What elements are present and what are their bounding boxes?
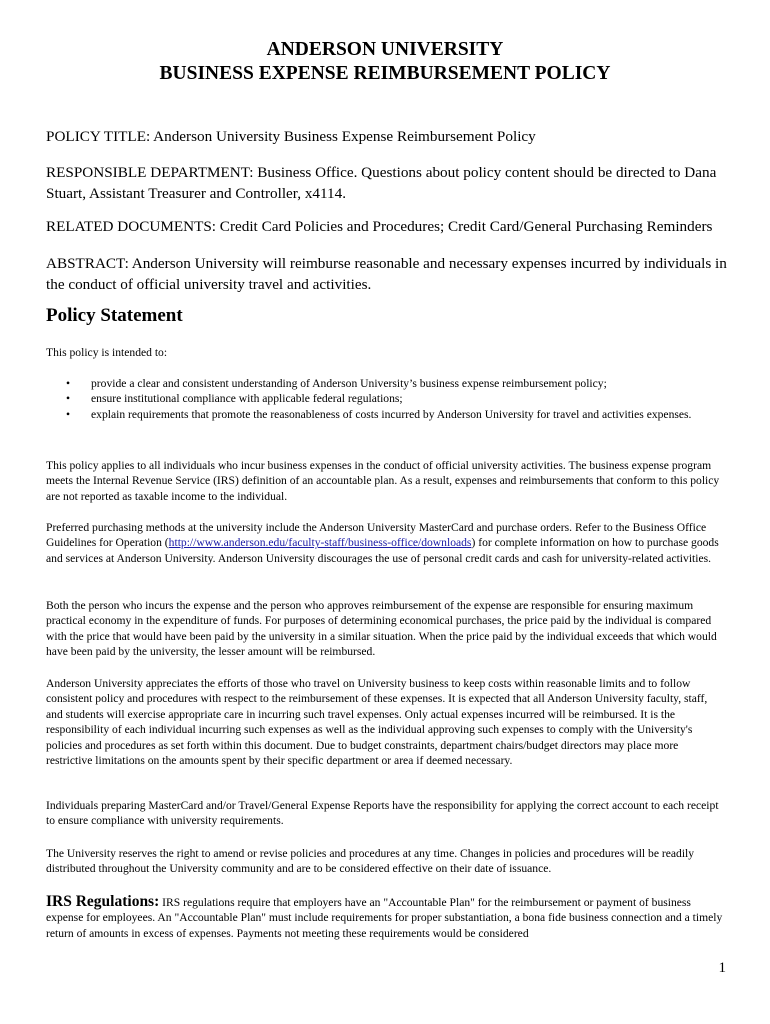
paragraph-appreciates: Anderson University appreciates the efforts of those who travel on University business to keep costs within reasonable limits and to follow consistent policy and procedures with respect to the reimbursement of these expenses. It is expected that all Anderson University faculty, staff, and students will exercise appropriate care in incurring such travel expenses. Only actual expenses incurred will be reimbursed. It is the responsibility of each individual incurring such expenses as well as the individual approving such expenses to comply with the University's policies and procedures as set forth within this document. Due to budget constraints, department chairs/budget directors may place more restrictive limitations on the amounts spent by their specific department or area if deemed necessary. [46, 677, 708, 768]
bullet-text: provide a clear and consistent understanding of Anderson University’s business expense reimbursement policy; [91, 377, 607, 390]
document-title-line2: BUSINESS EXPENSE REIMBURSEMENT POLICY [159, 63, 611, 84]
paragraph-preferred-purchasing [46, 520, 726, 566]
policy-title: POLICY TITLE: Anderson University Business Expense Reimbursement Policy [46, 128, 536, 145]
preferred-text-after: ) for complete information on how to purchase goods and services at Anderson University. Anderson University discourages the use of personal credit cards and cash for university-related activities. [46, 536, 719, 565]
bullet-item [46, 376, 726, 391]
bullet-item [46, 391, 726, 406]
responsible-department: RESPONSIBLE DEPARTMENT: Business Office. Questions about policy content should be directed to Dana Stuart, Assistant Treasurer and Controller, x4114. [46, 164, 717, 202]
intro-text: This policy is intended to: [46, 346, 168, 359]
paragraph-individuals-preparing: Individuals preparing MasterCard and/or Travel/General Expense Reports have the responsibility for applying the correct account to each receipt to ensure compliance with university requirements. [46, 799, 719, 828]
bullet-text: explain requirements that promote the reasonableness of costs incurred by Anderson University for travel and activities expenses. [91, 407, 692, 421]
irs-text: IRS regulations require that employers have an "Accountable Plan" for the reimbursement or payment of business expense for employees. An "Accountable Plan" must include requirements for proper substantiation, a bona fide business connection and a timely return of amounts in excess of expenses. Payments not meeting these requirements would be considered [46, 896, 723, 940]
bullet-icon: • [66, 392, 71, 406]
document-title-line1: ANDERSON UNIVERSITY [266, 39, 504, 60]
bullet-text: ensure institutional compliance with applicable federal regulations; [91, 392, 403, 406]
section-heading-policy-statement: Policy Statement [46, 305, 183, 326]
abstract: ABSTRACT: Anderson University will reimburse reasonable and necessary expenses incurred by individuals in the conduct of official university travel and activities. [46, 255, 727, 293]
paragraph-both-persons: Both the person who incurs the expense and the person who approves reimbursement of the expense are responsible for ensuring maximum practical economy in the expenditure of funds. For purposes of determining economical purchases, the price paid by the individual is compared with the price that would have been paid by the university in a similar situation. When the price paid by the individual exceeds that which would have been paid by the university, the lesser amount will be reimbursed. [46, 599, 717, 659]
page-number: 1 [718, 960, 726, 976]
bullet-list [46, 376, 726, 422]
preferred-text-before: Preferred purchasing methods at the university include the Anderson University MasterCard and purchase orders. Refer to the Business Office Guidelines for Operation ( [46, 521, 707, 550]
related-documents: RELATED DOCUMENTS: Credit Card Policies and Procedures; Credit Card/General Purchasing Reminders [46, 218, 713, 235]
bullet-item [46, 407, 726, 422]
paragraph-reserves-right: The University reserves the right to amend or revise policies and procedures at any time. Changes in policies and procedures will be readily distributed throughout the University community and are to be considered effective on their date of issuance. [46, 847, 695, 876]
bullet-icon: • [66, 377, 71, 390]
business-office-downloads-link[interactable]: http://www.anderson.edu/faculty-staff/business-office/downloads [168, 536, 472, 550]
paragraph-applies: This policy applies to all individuals who incur business expenses in the conduct of official university activities. The business expense program meets the Internal Revenue Service (IRS) definition of an accountable plan. As a result, expenses and reimbursements that conform to this policy are not reported as taxable income to the individual. [46, 459, 720, 503]
irs-heading: IRS Regulations: [46, 893, 160, 910]
bullet-icon: • [66, 407, 71, 421]
paragraph-irs-regulations [46, 894, 726, 941]
